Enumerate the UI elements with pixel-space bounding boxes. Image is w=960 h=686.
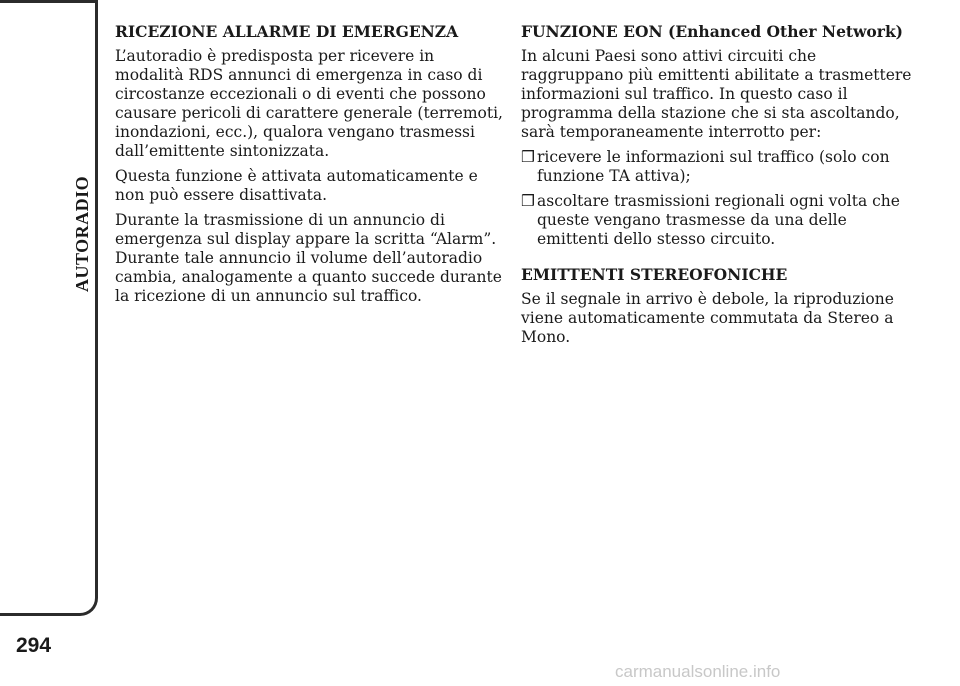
right-column	[521, 22, 913, 353]
section-label: AUTORADIO	[72, 175, 92, 292]
paragraph: In alcuni Paesi sono attivi circuiti che raggruppano più emittenti abilitate a trasmettere informazioni sul traffico. In questo caso il programma della stazione che si sta ascoltando, sarà temporaneamente interrotto per:	[521, 47, 912, 141]
list-item	[521, 148, 913, 186]
heading-eon: FUNZIONE EON (Enhanced Other Network)	[521, 22, 904, 41]
watermark: carmanualsonline.info	[615, 662, 781, 681]
heading-stereo: EMITTENTI STEREOFONICHE	[521, 265, 788, 284]
paragraph: L’autoradio è predisposta per ricevere in modalità RDS annunci di emergenza in caso di circostanze eccezionali o di eventi che possono causare pericoli di carattere generale (terremoti, inondazioni, ecc.), qualora vengano trasmessi dall’emittente sintonizzata.	[115, 47, 503, 160]
side-tab-border	[0, 0, 98, 616]
paragraph: Questa funzione è attivata automaticamente e non può essere disattivata.	[115, 167, 478, 204]
list-item-text: ascoltare trasmissioni regionali ogni volta che queste vengano trasmesse da una delle emittenti dello stesso circuito.	[537, 192, 900, 248]
list-item-text: ricevere le informazioni sul traffico (solo con funzione TA attiva);	[537, 148, 890, 185]
left-column	[115, 22, 503, 312]
checkbox-bullet-icon: ❒	[521, 148, 535, 166]
paragraph: Durante la trasmissione di un annuncio di emergenza sul display appare la scritta “Alarm”. Durante tale annuncio il volume dell’autoradio cambia, analogamente a quanto succede durante la ricezione di un annuncio sul traffico.	[115, 211, 502, 305]
heading-emergency-alarm: RICEZIONE ALLARME DI EMERGENZA	[115, 22, 459, 41]
checkbox-bullet-icon: ❒	[521, 192, 535, 210]
paragraph: Se il segnale in arrivo è debole, la riproduzione viene automaticamente commutata da Stereo a Mono.	[521, 290, 894, 346]
bullet-list	[521, 148, 913, 249]
page-number: 294	[16, 634, 52, 657]
list-item	[521, 192, 913, 249]
